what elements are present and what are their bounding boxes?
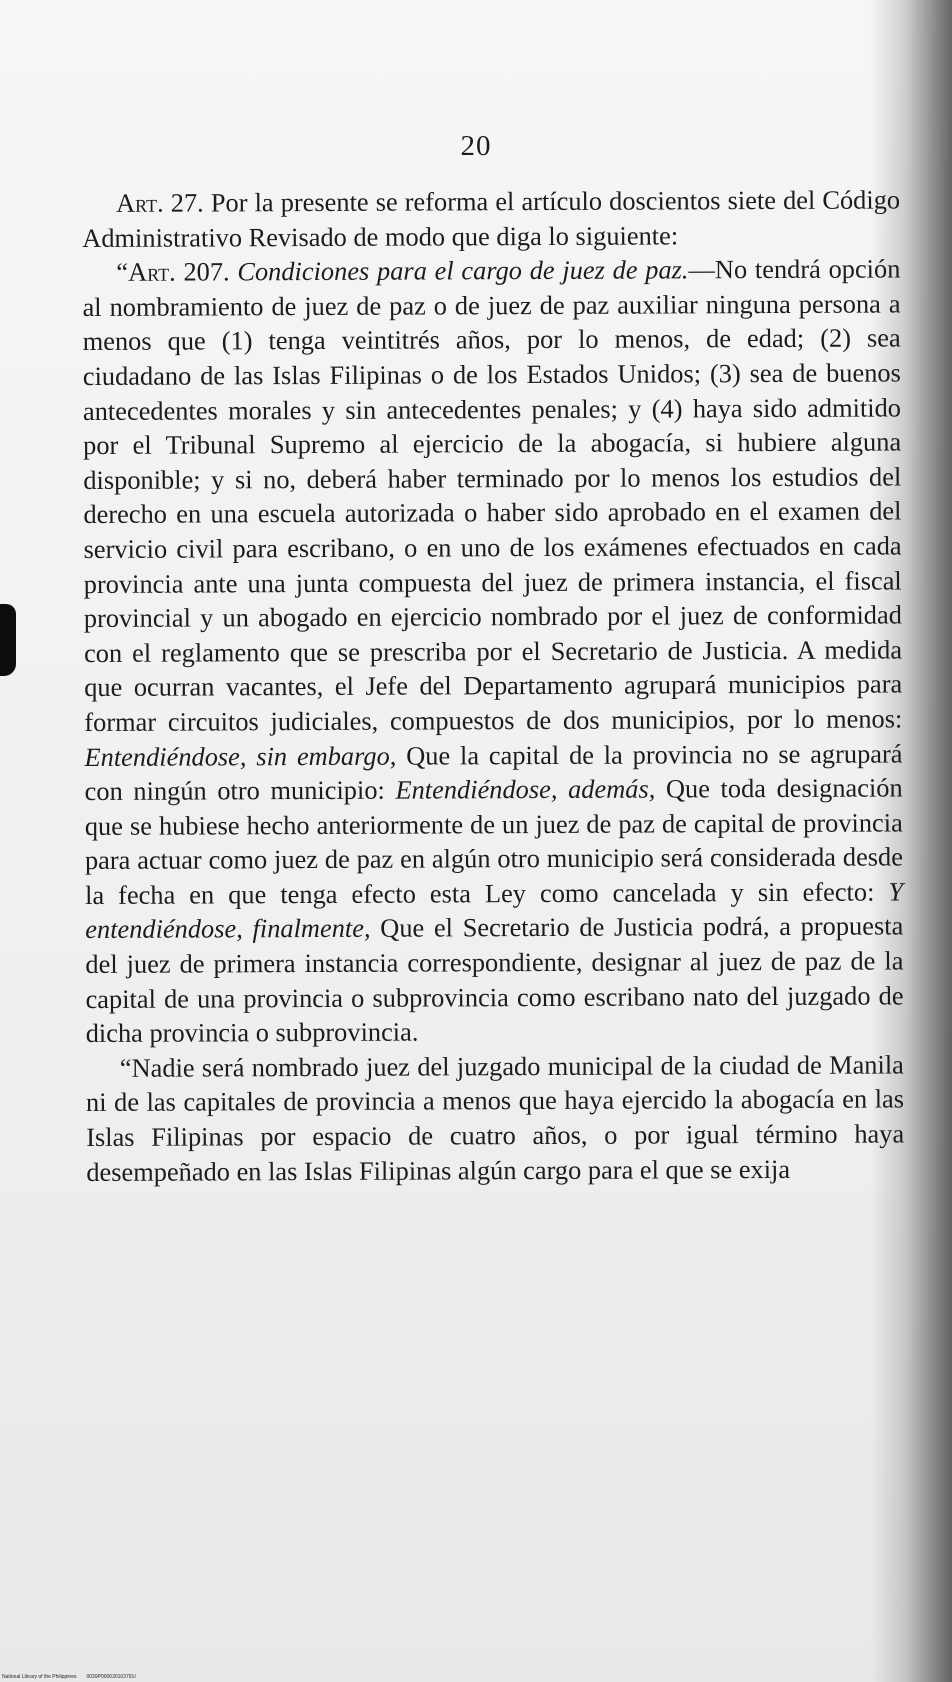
proviso-3-italic: Y entendiéndose, finalmente,	[85, 876, 904, 945]
art-207-number: 207.	[175, 256, 238, 287]
paragraph-art-27	[82, 182, 900, 255]
scan-footer	[2, 1674, 136, 1680]
body-text	[82, 182, 904, 1189]
page-number: 20	[460, 130, 492, 162]
proviso-2-italic: Entendiéndose, además,	[395, 773, 656, 805]
art-207-label: Art.	[128, 256, 176, 287]
binding-shadow	[0, 604, 16, 676]
proviso-2-text: Que toda designación que se hubiese hecho anteriormente de un juez de paz de capital de provincia para actuar como juez de paz en algún otro municipio será considerada desde la fecha en que tenga efecto esta Ley como cancelada y sin efecto:	[84, 772, 903, 910]
art-207-dash: —	[688, 254, 715, 285]
footer-code: 0039P000630103791I	[86, 1674, 136, 1680]
proviso-1-italic: Entendiéndose, sin embargo,	[84, 740, 397, 772]
footer-library: National Library of the Philippines	[2, 1674, 77, 1680]
proviso-3-text: Que el Secretario de Justicia podrá, a propuesta del juez de primera instancia correspondiente, designar al juez de paz de la capital de una provincia o subprovincia como escribano nato del juzgado de dicha provincia o subprovincia.	[85, 910, 904, 1049]
art-27-text: 27. Por la presente se reforma el artículo doscientos siete del Código Administrativo Revisado de modo que diga lo siguiente:	[82, 184, 901, 253]
paragraph-manila-judges: “Nadie será nombrado juez del juzgado municipal de la ciudad de Manila ni de las capitales de provincia a menos que haya ejercido la abogacía en las Islas Filipinas por espacio de cuatro años, o por igual término haya desempeñado en las Islas Filipinas algún cargo para el que se exija	[85, 1049, 905, 1187]
art-207-heading: Condiciones para el cargo de juez de paz.	[237, 254, 689, 287]
art-207-body: No tendrá opción al nombramiento de juez de paz o de juez de paz auxiliar ninguna persona a menos que (1) tenga veintitrés años, por lo menos, de edad; (2) sea ciudadano de las Islas Filipinas o de los Estados Unidos; (3) sea de buenos antecedentes morales y sin antecedentes penales; y (4) haya sido admitido por el Tribunal Supremo al ejercicio de la abogacía, si hubiere alguna disponible; y si no, deberá haber terminado por lo menos los estudios del derecho en una escuela autorizada o haber sido aprobado en el examen del servicio civil para escribano, o en uno de los exámenes efectuados en cada provincia ante una junta compuesta del juez de primera instancia, el fiscal provincial y un abogado en ejercicio nombrado por el juez de conformidad con el reglamento que se prescriba por el Secretario de Justicia. A medida que ocurran vacantes, el Jefe del Departamento agrupará municipios para formar circuitos judiciales, compuestos de dos municipios, por lo menos:	[82, 253, 903, 737]
proviso-1-text: Que la capital de la provincia no se agrupará con ningún otro municipio:	[84, 737, 903, 807]
art-27-label: Art.	[116, 187, 164, 218]
quote-open: “	[116, 256, 129, 288]
paragraph-art-207	[82, 252, 903, 1051]
